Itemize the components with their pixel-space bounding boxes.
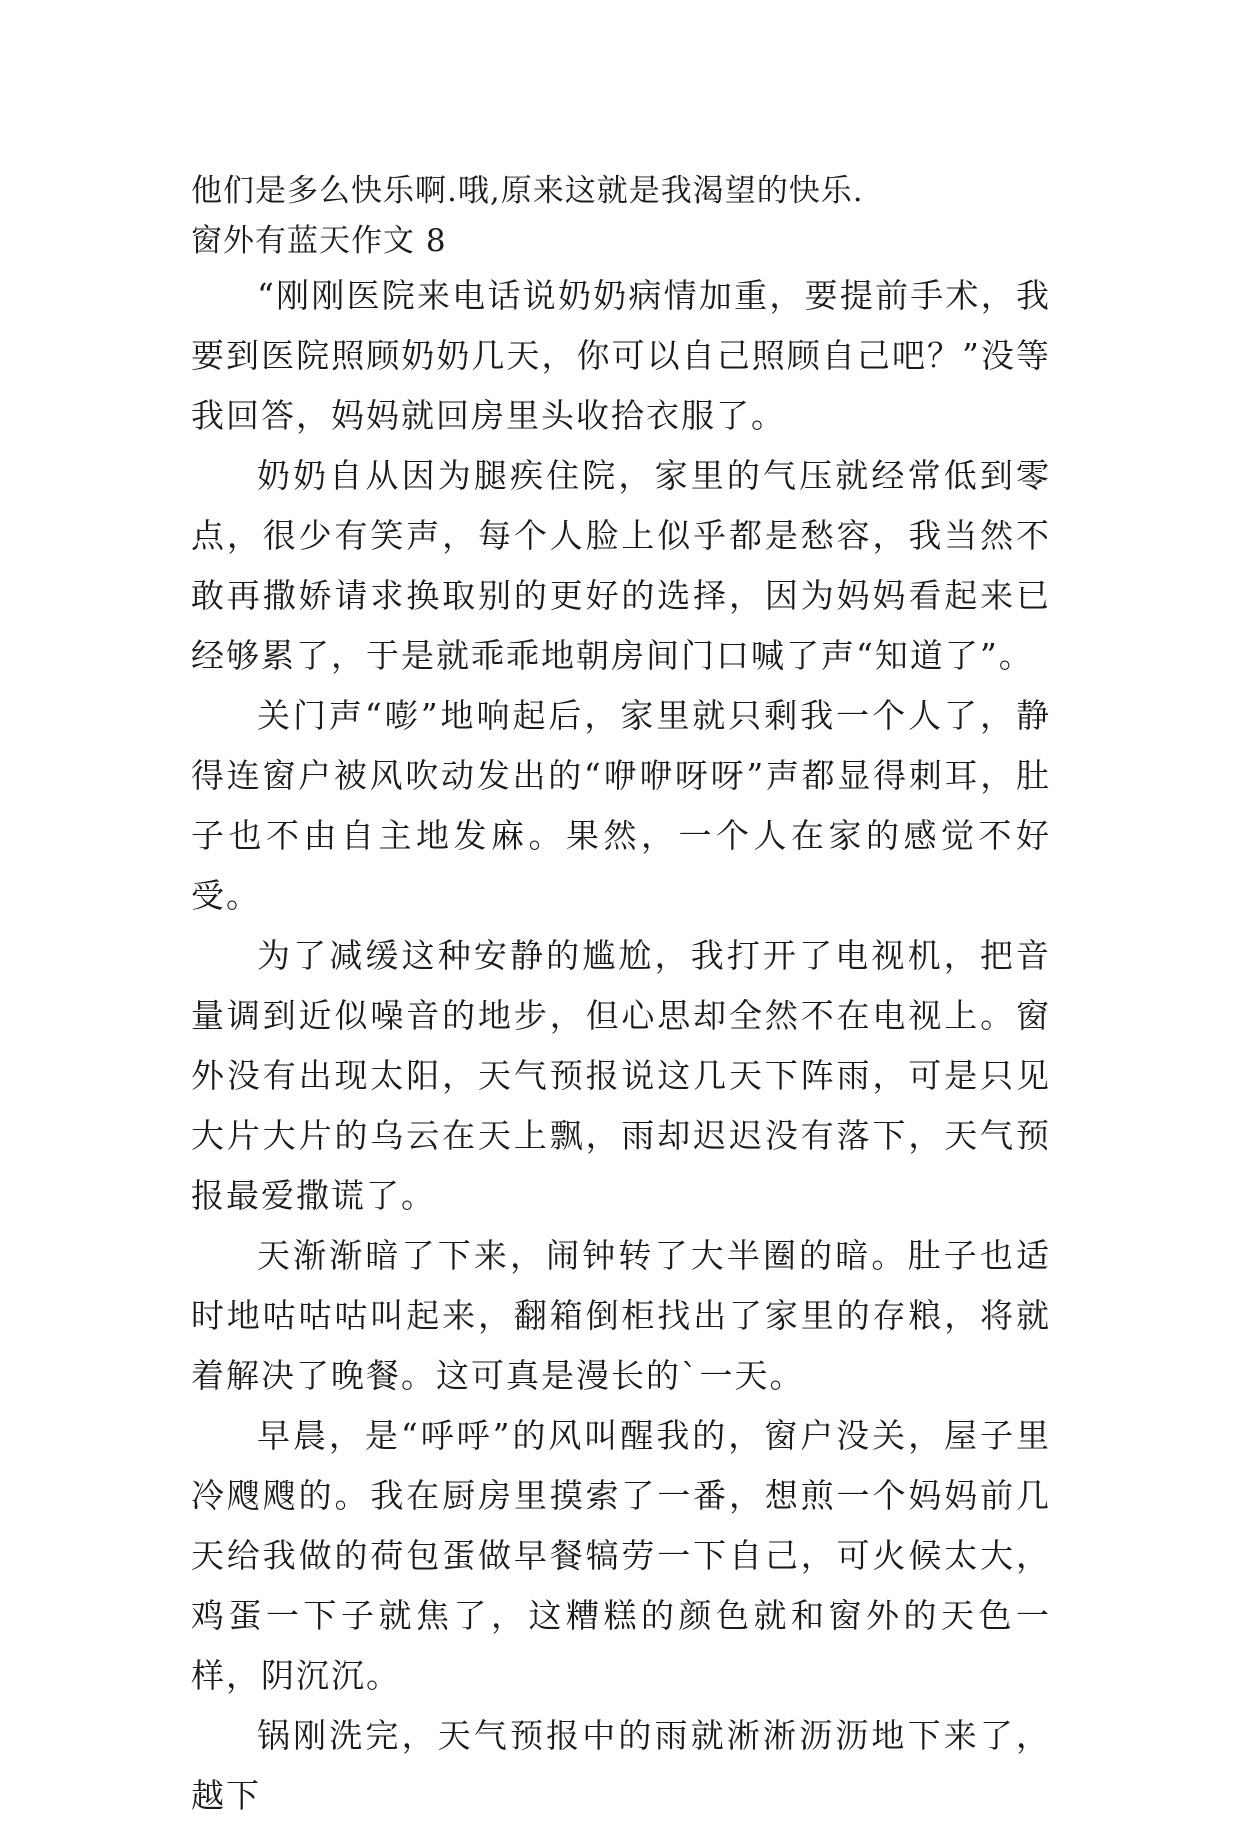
- paragraph: 奶奶自从因为腿疾住院，家里的气压就经常低到零点，很少有笑声，每个人脸上似乎都是愁容，我当然不敢再撒娇请求换取别的更好的选择，因为妈妈看起来已经够累了，于是就乖乖地朝房间门口喊了声“知道了”。: [191, 456, 1051, 675]
- paragraph: “刚刚医院来电话说奶奶病情加重，要提前手术，我要到医院照顾奶奶几天，你可以自己照顾自己吧？”没等我回答，妈妈就回房里头收拾衣服了。: [191, 276, 1051, 435]
- essay-title: 窗外有蓝天作文 8: [191, 223, 447, 259]
- paragraph: 早晨，是“呼呼”的风叫醒我的，窗户没关，屋子里冷飕飕的。我在厨房里摸索了一番，想煎一个妈妈前几天给我做的荷包蛋做早餐犒劳一下自己，可火候太大，鸡蛋一下子就焦了，这糟糕的颜色就和窗外的天色一样，阴沉沉。: [191, 1416, 1051, 1695]
- closing-line: 他们是多么快乐啊.哦,原来这就是我渴望的快乐.: [191, 173, 864, 209]
- document-body: [191, 166, 1051, 1826]
- paragraph: 关门声“嘭”地响起后，家里就只剩我一个人了，静得连窗户被风吹动发出的“咿咿呀呀”声都显得刺耳，肚子也不由自主地发麻。果然，一个人在家的感觉不好受。: [191, 696, 1051, 915]
- paragraph: 锅刚洗完，天气预报中的雨就淅淅沥沥地下来了，越下: [191, 1716, 1051, 1815]
- paragraph: 为了减缓这种安静的尴尬，我打开了电视机，把音量调到近似噪音的地步，但心思却全然不在电视上。窗外没有出现太阳，天气预报说这几天下阵雨，可是只见大片大片的乌云在天上飘，雨却迟迟没有落下，天气预报最爱撒谎了。: [191, 936, 1051, 1215]
- paragraph: 天渐渐暗了下来，闹钟转了大半圈的暗。肚子也适时地咕咕咕叫起来，翻箱倒柜找出了家里的存粮，将就着解决了晚餐。这可真是漫长的`一天。: [191, 1236, 1051, 1395]
